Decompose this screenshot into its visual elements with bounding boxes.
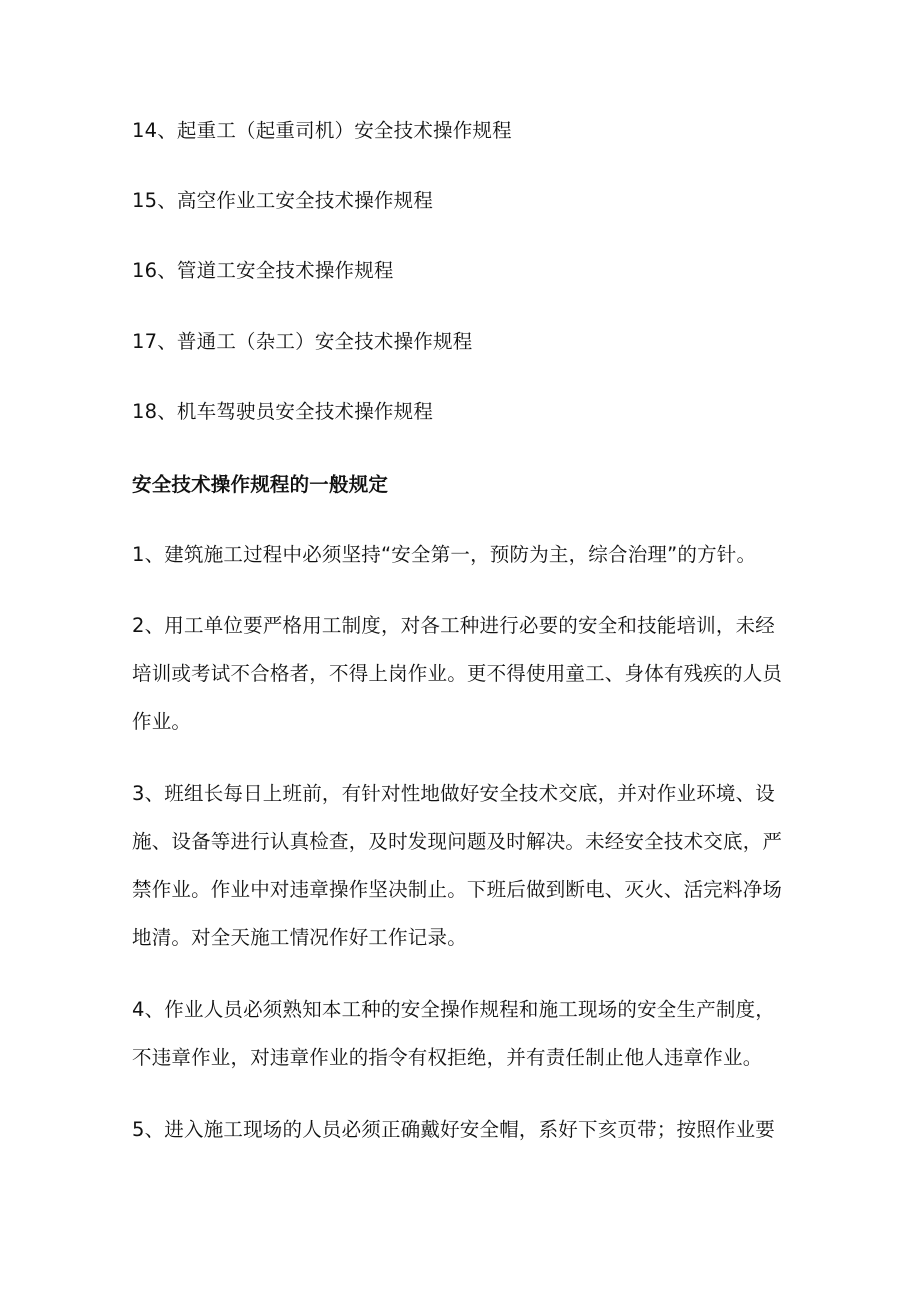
paragraph-4-line-1: 4、作业人员必须熟知本工种的安全操作规程和施工现场的安全生产制度， <box>132 998 776 1021</box>
paragraph-3-line-1: 3、班组长每日上班前，有针对性地做好安全技术交底，并对作业环境、设 <box>132 782 776 805</box>
paragraph-2-line-3: 作业。 <box>132 710 192 733</box>
list-item-14: 14、起重工（起重司机）安全技术操作规程 <box>132 119 512 142</box>
paragraph-3-line-4: 地清。对全天施工情况作好工作记录。 <box>132 926 467 949</box>
paragraph-1-line-1: 1、建筑施工过程中必须坚持“安全第一，预防为主，综合治理”的方针。 <box>132 543 757 566</box>
list-item-18: 18、机车驾驶员安全技术操作规程 <box>132 400 434 423</box>
paragraph-2-line-2: 培训或考试不合格者，不得上岗作业。更不得使用童工、身体有残疾的人员 <box>132 662 783 685</box>
paragraph-5-line-1: 5、进入施工现场的人员必须正确戴好安全帽，系好下亥页带；按照作业要 <box>132 1118 776 1141</box>
list-item-15: 15、高空作业工安全技术操作规程 <box>132 189 434 212</box>
paragraph-2-line-1: 2、用工单位要严格用工制度，对各工种进行必要的安全和技能培训，未经 <box>132 614 776 637</box>
paragraph-3-line-2: 施、设备等进行认真检查，及时发现问题及时解决。未经安全技术交底，严 <box>132 830 783 853</box>
section-heading: 安全技术操作规程的一般规定 <box>132 473 389 496</box>
paragraph-4-line-2: 不违章作业，对违章作业的指令有权拒绝，并有责任制止他人违章作业。 <box>132 1046 763 1069</box>
list-item-16: 16、管道工安全技术操作规程 <box>132 259 394 282</box>
paragraph-3-line-3: 禁作业。作业中对违章操作坚决制止。下班后做到断电、灭火、活完料净场 <box>132 878 783 901</box>
list-item-17: 17、普通工（杂工）安全技术操作规程 <box>132 330 473 353</box>
